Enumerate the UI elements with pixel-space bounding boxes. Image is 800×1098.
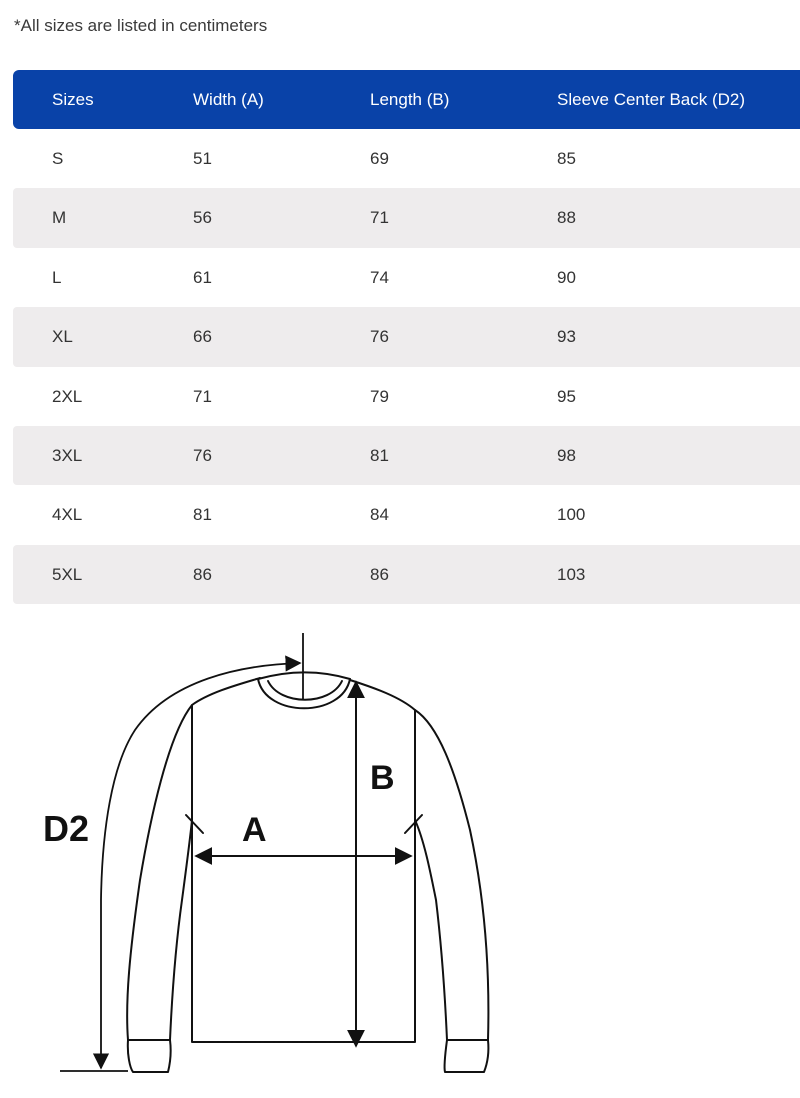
right-cuff — [445, 1040, 489, 1072]
cell-size: 3XL — [52, 445, 83, 465]
header-width: Width (A) — [193, 90, 264, 109]
cell-sleeve: 85 — [557, 149, 576, 168]
collar-inner — [268, 681, 342, 700]
size-table — [13, 70, 800, 604]
table-row — [13, 367, 800, 426]
table-row — [13, 248, 800, 307]
label-b: B — [370, 759, 395, 797]
cell-length: 79 — [370, 386, 389, 406]
cell-sleeve: 93 — [557, 327, 576, 347]
table-row — [13, 129, 800, 188]
cell-width: 66 — [193, 327, 212, 347]
table-row — [13, 545, 800, 604]
label-a: A — [242, 811, 267, 849]
header-sizes: Sizes — [52, 90, 94, 109]
cell-sleeve: 98 — [557, 445, 576, 465]
label-d2: D2 — [43, 808, 90, 849]
left-cuff — [128, 1040, 171, 1072]
cell-size: 4XL — [52, 505, 83, 525]
cell-sleeve: 95 — [557, 386, 576, 406]
cell-size: S — [52, 149, 64, 168]
cell-size: 2XL — [52, 386, 83, 406]
table-row — [13, 188, 800, 247]
cell-width: 76 — [193, 445, 212, 465]
cell-size: M — [52, 208, 67, 228]
cell-width: 61 — [193, 267, 212, 287]
cell-width: 51 — [193, 149, 212, 168]
units-note: *All sizes are listed in centimeters — [14, 16, 268, 35]
collar-outer — [258, 679, 350, 708]
cell-size: 5XL — [52, 564, 83, 584]
header-sleeve: Sleeve Center Back (D2) — [557, 90, 746, 109]
table-header — [13, 70, 800, 129]
cell-length: 71 — [370, 208, 389, 228]
left-armpit-tick — [186, 815, 203, 833]
cell-sleeve: 90 — [557, 267, 576, 287]
table-row — [13, 426, 800, 485]
cell-sleeve: 103 — [557, 564, 586, 584]
cell-size: L — [52, 267, 62, 287]
header-length: Length (B) — [370, 90, 450, 109]
d2-arc-arrow — [101, 663, 300, 1068]
table-row — [13, 485, 800, 544]
cell-sleeve: 88 — [557, 208, 576, 228]
cell-width: 56 — [193, 208, 212, 228]
cell-length: 76 — [370, 327, 389, 347]
sweatshirt-measurement-diagram — [0, 620, 540, 1090]
sweatshirt-body-outline — [192, 678, 415, 1042]
cell-size: XL — [52, 327, 73, 347]
cell-length: 81 — [370, 445, 389, 465]
right-sleeve-outline — [415, 710, 488, 1040]
cell-width: 86 — [193, 564, 212, 584]
collar-top — [258, 672, 350, 679]
cell-width: 81 — [193, 505, 212, 525]
cell-sleeve: 100 — [557, 505, 586, 525]
left-sleeve-outline — [127, 705, 192, 1040]
table-row — [13, 307, 800, 366]
cell-length: 74 — [370, 267, 389, 287]
cell-length: 86 — [370, 564, 389, 584]
cell-width: 71 — [193, 386, 212, 406]
cell-length: 84 — [370, 505, 389, 525]
cell-length: 69 — [370, 149, 389, 168]
